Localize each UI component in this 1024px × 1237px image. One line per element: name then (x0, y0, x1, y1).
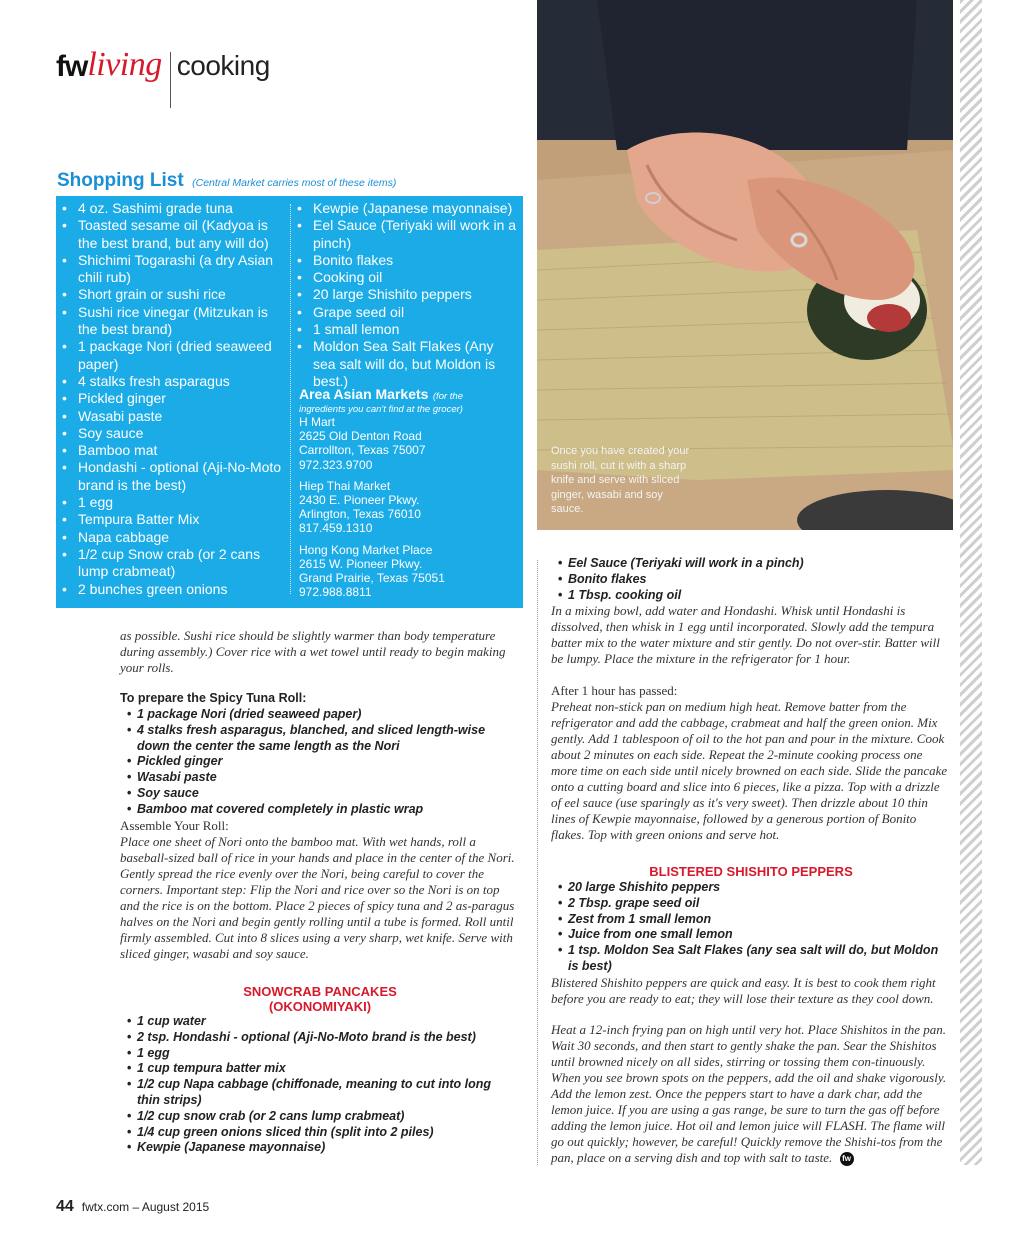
ingredient-item: • 1 egg (120, 1046, 500, 1062)
peppers-instructions (551, 1022, 953, 1166)
section-title: cooking (176, 50, 270, 81)
ingredient-item: • 1/2 cup snow crab (or 2 cans lump crabmeat) (120, 1109, 500, 1125)
ingredient-item: • Zest from 1 small lemon (551, 912, 951, 928)
rice-intro-text: as possible. Sushi rice should be slightly warmer than body temperature during assembly.) Cover rice with a wet towel until ready to begin making your rolls. (120, 628, 506, 675)
pancakes-heading (120, 984, 520, 1014)
section-header (56, 46, 270, 106)
shopping-list-item: • 1/2 cup Snow crab (or 2 cans lump crabmeat) (60, 546, 286, 581)
store-street: 2625 Old Denton Road (299, 429, 422, 444)
shopping-list-item: • Hondashi - optional (Aji-No-Moto brand is the best) (60, 459, 286, 494)
page-number: 44 (56, 1198, 74, 1215)
ingredient-item: • Bamboo mat covered completely in plastic wrap (120, 802, 500, 818)
shopping-list-item: • Kewpie (Japanese mayonnaise) (295, 200, 517, 217)
fw-end-badge: fw (840, 1152, 854, 1166)
ingredient-item: • 20 large Shishito peppers (551, 880, 951, 896)
brand-fw: fw (56, 50, 88, 83)
pancake-ingredients-continued (551, 556, 951, 603)
photo-caption: Once you have created your sushi roll, cut it with a sharp knife and serve with sliced ginger, wasabi and soy sauce. (551, 445, 690, 515)
footer-text: fwtx.com – August 2015 (81, 1200, 210, 1214)
shopping-list-box (56, 196, 523, 608)
pancakes-heading-line-2: (OKONOMIYAKI) (268, 999, 372, 1014)
shopping-list-item: • 1 package Nori (dried seaweed paper) (60, 338, 286, 373)
ingredient-item: • 1 tsp. Moldon Sea Salt Flakes (any sea salt will do, but Moldon is best) (551, 943, 951, 975)
shopping-list-item: • 1 small lemon (295, 321, 517, 338)
cooking-text: Preheat non-stick pan on medium high heat. Remove batter from the refrigerator and add the cabbage, crabmeat and half the green onion. Mix gently. Add 1 tablespoon of oil to the hot pan and pour in the mixture. Cook about 2 minutes on each side. Repeat the 2-minute cooking process one more time on each side until nicely browned on each side. Slide the pancake onto a cutting board and slice into 6 pieces, like a pizza. Top with a drizzle of eel sauce (use sparingly as it's very sweet). Then drizzle about 10 thin lines of Kewpie mayonnaise, followed by a generous portion of Bonito flakes. Top with green onions and serve hot. (551, 699, 948, 842)
ingredient-item: • 2 Tbsp. grape seed oil (551, 896, 951, 912)
after-hour-label: After 1 hour has passed: (551, 683, 678, 698)
mixing-text: In a mixing bowl, add water and Hondashi. Whisk until Hondashi is dissolved, then whisk in 1 egg until incorporated. Slowly add the tempura batter mix to the water mixture and stir gently. Do not over-stir. Batter will be lumpy. Place the mixture in the refrigerator for 1 hour. (551, 603, 940, 666)
shopping-list-item: • Sushi rice vinegar (Mitzukan is the best brand) (60, 304, 286, 339)
assemble-text: Place one sheet of Nori onto the bamboo mat. With wet hands, roll a baseball-sized ball of rice in your hands and place in the center of the Nori. Gently spread the rice evenly over the Nori, being careful to cover the corners. Important step: Flip the Nori and rice over so the Nori is on top and the rice is on the bottom. Place 2 pieces of spicy tuna and 2 as-paragus halves on the Nori and begin gently rolling until a tube is formed. Roll until firmly assembled. Cut into 8 slices using a very sharp, wet knife. Serve with sliced ginger, wasabi and soy sauce. (120, 834, 515, 961)
store-name: H Mart (299, 415, 335, 429)
store-city: Grand Prairie, Texas 75051 (299, 571, 445, 586)
ingredient-item: • Wasabi paste (120, 770, 500, 786)
ingredient-item: • 1/2 cup Napa cabbage (chiffonade, meaning to cut into long thin strips) (120, 1077, 500, 1109)
ingredient-item: • 1 cup tempura batter mix (120, 1061, 500, 1077)
shopping-list-item: • Short grain or sushi rice (60, 286, 286, 303)
shopping-list-item: • Bonito flakes (295, 252, 517, 269)
market-store (299, 479, 514, 536)
shopping-list-item: • Bamboo mat (60, 442, 286, 459)
shopping-list-item: • Moldon Sea Salt Flakes (Any sea salt will do, but Moldon is best.) (295, 338, 517, 390)
store-phone: 972.988.8811 (299, 585, 372, 600)
shopping-list-column-2 (295, 200, 517, 390)
store-city: Arlington, Texas 76010 (299, 507, 421, 522)
shopping-list-item: • Tempura Batter Mix (60, 511, 286, 528)
shopping-list-item: • 20 large Shishito peppers (295, 286, 517, 303)
peppers-ingredients (551, 880, 951, 975)
ingredient-item: • 1/4 cup green onions sliced thin (split into 2 piles) (120, 1125, 500, 1141)
ingredient-item: • 4 stalks fresh asparagus, blanched, and sliced length-wise down the center the same length as the Nori (120, 723, 500, 755)
shopping-list-item: • Pickled ginger (60, 390, 286, 407)
store-phone: 817.459.1310 (299, 521, 373, 536)
shopping-list-item: • 4 oz. Sashimi grade tuna (60, 200, 286, 217)
peppers-heading: BLISTERED SHISHITO PEPPERS (649, 864, 853, 879)
store-street: 2430 E. Pioneer Pkwy. (299, 493, 420, 508)
ingredient-item: • Kewpie (Japanese mayonnaise) (120, 1140, 500, 1156)
markets-title: Area Asian Markets (299, 386, 429, 402)
shopping-list-heading (57, 170, 396, 192)
ingredient-item: • 1 Tbsp. cooking oil (551, 588, 951, 604)
ingredient-item: • Eel Sauce (Teriyaki will work in a pinch) (551, 556, 951, 572)
store-name: Hiep Thai Market (299, 478, 391, 493)
pancakes-heading-line-1: SNOWCRAB PANCAKES (243, 984, 397, 999)
pancake-ingredients (120, 1014, 500, 1156)
shopping-list-item: • Wasabi paste (60, 408, 286, 425)
shopping-list-item: • Eel Sauce (Teriyaki will work in a pinch) (295, 217, 517, 252)
ingredient-item: • 1 cup water (120, 1014, 500, 1030)
shopping-list-items-1 (60, 200, 286, 598)
ingredient-item: • 2 tsp. Hondashi - optional (Aji-No-Moto brand is the best) (120, 1030, 500, 1046)
assemble-label: Assemble Your Roll: (120, 818, 229, 833)
page-footer (56, 1198, 209, 1216)
shopping-list-column-1 (60, 200, 286, 598)
shopping-list-item: • Soy sauce (60, 425, 286, 442)
markets-subtitle-b: ingredients you can't find at the grocer) (299, 404, 463, 415)
shopping-list-item: • 1 egg (60, 494, 286, 511)
market-store (299, 415, 514, 472)
store-city: Carrollton, Texas 75007 (299, 443, 426, 458)
spicy-tuna-ingredients (120, 707, 500, 818)
markets-subtitle-a: (for the (432, 391, 463, 402)
peppers-intro: Blistered Shishito peppers are quick and easy. It is best to cook them right before you are ready to eat; they will lose their texture as they cool down. (551, 975, 936, 1006)
shopping-list-title: Shopping List (57, 170, 184, 191)
spicy-tuna-heading: To prepare the Spicy Tuna Roll: (120, 691, 307, 705)
brand-divider (170, 52, 171, 108)
store-street: 2615 W. Pioneer Pkwy. (299, 556, 423, 571)
ingredient-item: • Juice from one small lemon (551, 927, 951, 943)
asian-markets (299, 386, 514, 599)
shopping-list-divider (290, 204, 291, 594)
shopping-list-subtitle: (Central Market carries most of these items) (192, 177, 397, 189)
shopping-list-item: • Grape seed oil (295, 304, 517, 321)
ingredient-item: • Soy sauce (120, 786, 500, 802)
shopping-list-item: • Shichimi Togarashi (a dry Asian chili rub) (60, 252, 286, 287)
shopping-list-item: • Cooking oil (295, 269, 517, 286)
decorative-stripe (960, 0, 982, 1165)
ingredient-item: • Bonito flakes (551, 572, 951, 588)
store-name: Hong Kong Market Place (299, 542, 433, 557)
market-stores (299, 415, 514, 599)
market-store (299, 543, 514, 600)
column-divider (537, 560, 538, 1165)
shopping-list-item: • 4 stalks fresh asparagus (60, 373, 286, 390)
shopping-list-item: • Napa cabbage (60, 529, 286, 546)
ingredient-item: • 1 package Nori (dried seaweed paper) (120, 707, 500, 723)
shopping-list-items-2 (295, 200, 517, 390)
shopping-list-item: • Toasted sesame oil (Kadyoa is the best brand, but any will do) (60, 217, 286, 252)
shopping-list-item: • 2 bunches green onions (60, 581, 286, 598)
peppers-text: Heat a 12-inch frying pan on high until very hot. Place Shishitos in the pan. Wait 30 seconds, and then start to gently shake the pan. Sear the Shishitos until browned nicely on all sides, stirring or tossing them con-tinuously. When you see brown spots on the peppers, add the oil and shake vigorously. Add the lemon zest. Once the peppers start to have a dark char, add the lemon juice. If you are using a gas range, be sure to turn the gas off before adding the lemon juice. Hot oil and lemon juice will FLASH. The flame will go out quickly; however, be careful! Quickly remove the Shishi-tos from the pan, place on a serving dish and top with salt to taste. (551, 1022, 947, 1165)
brand-living: living (87, 46, 162, 83)
store-phone: 972.323.9700 (299, 457, 373, 472)
ingredient-item: • Pickled ginger (120, 754, 500, 770)
